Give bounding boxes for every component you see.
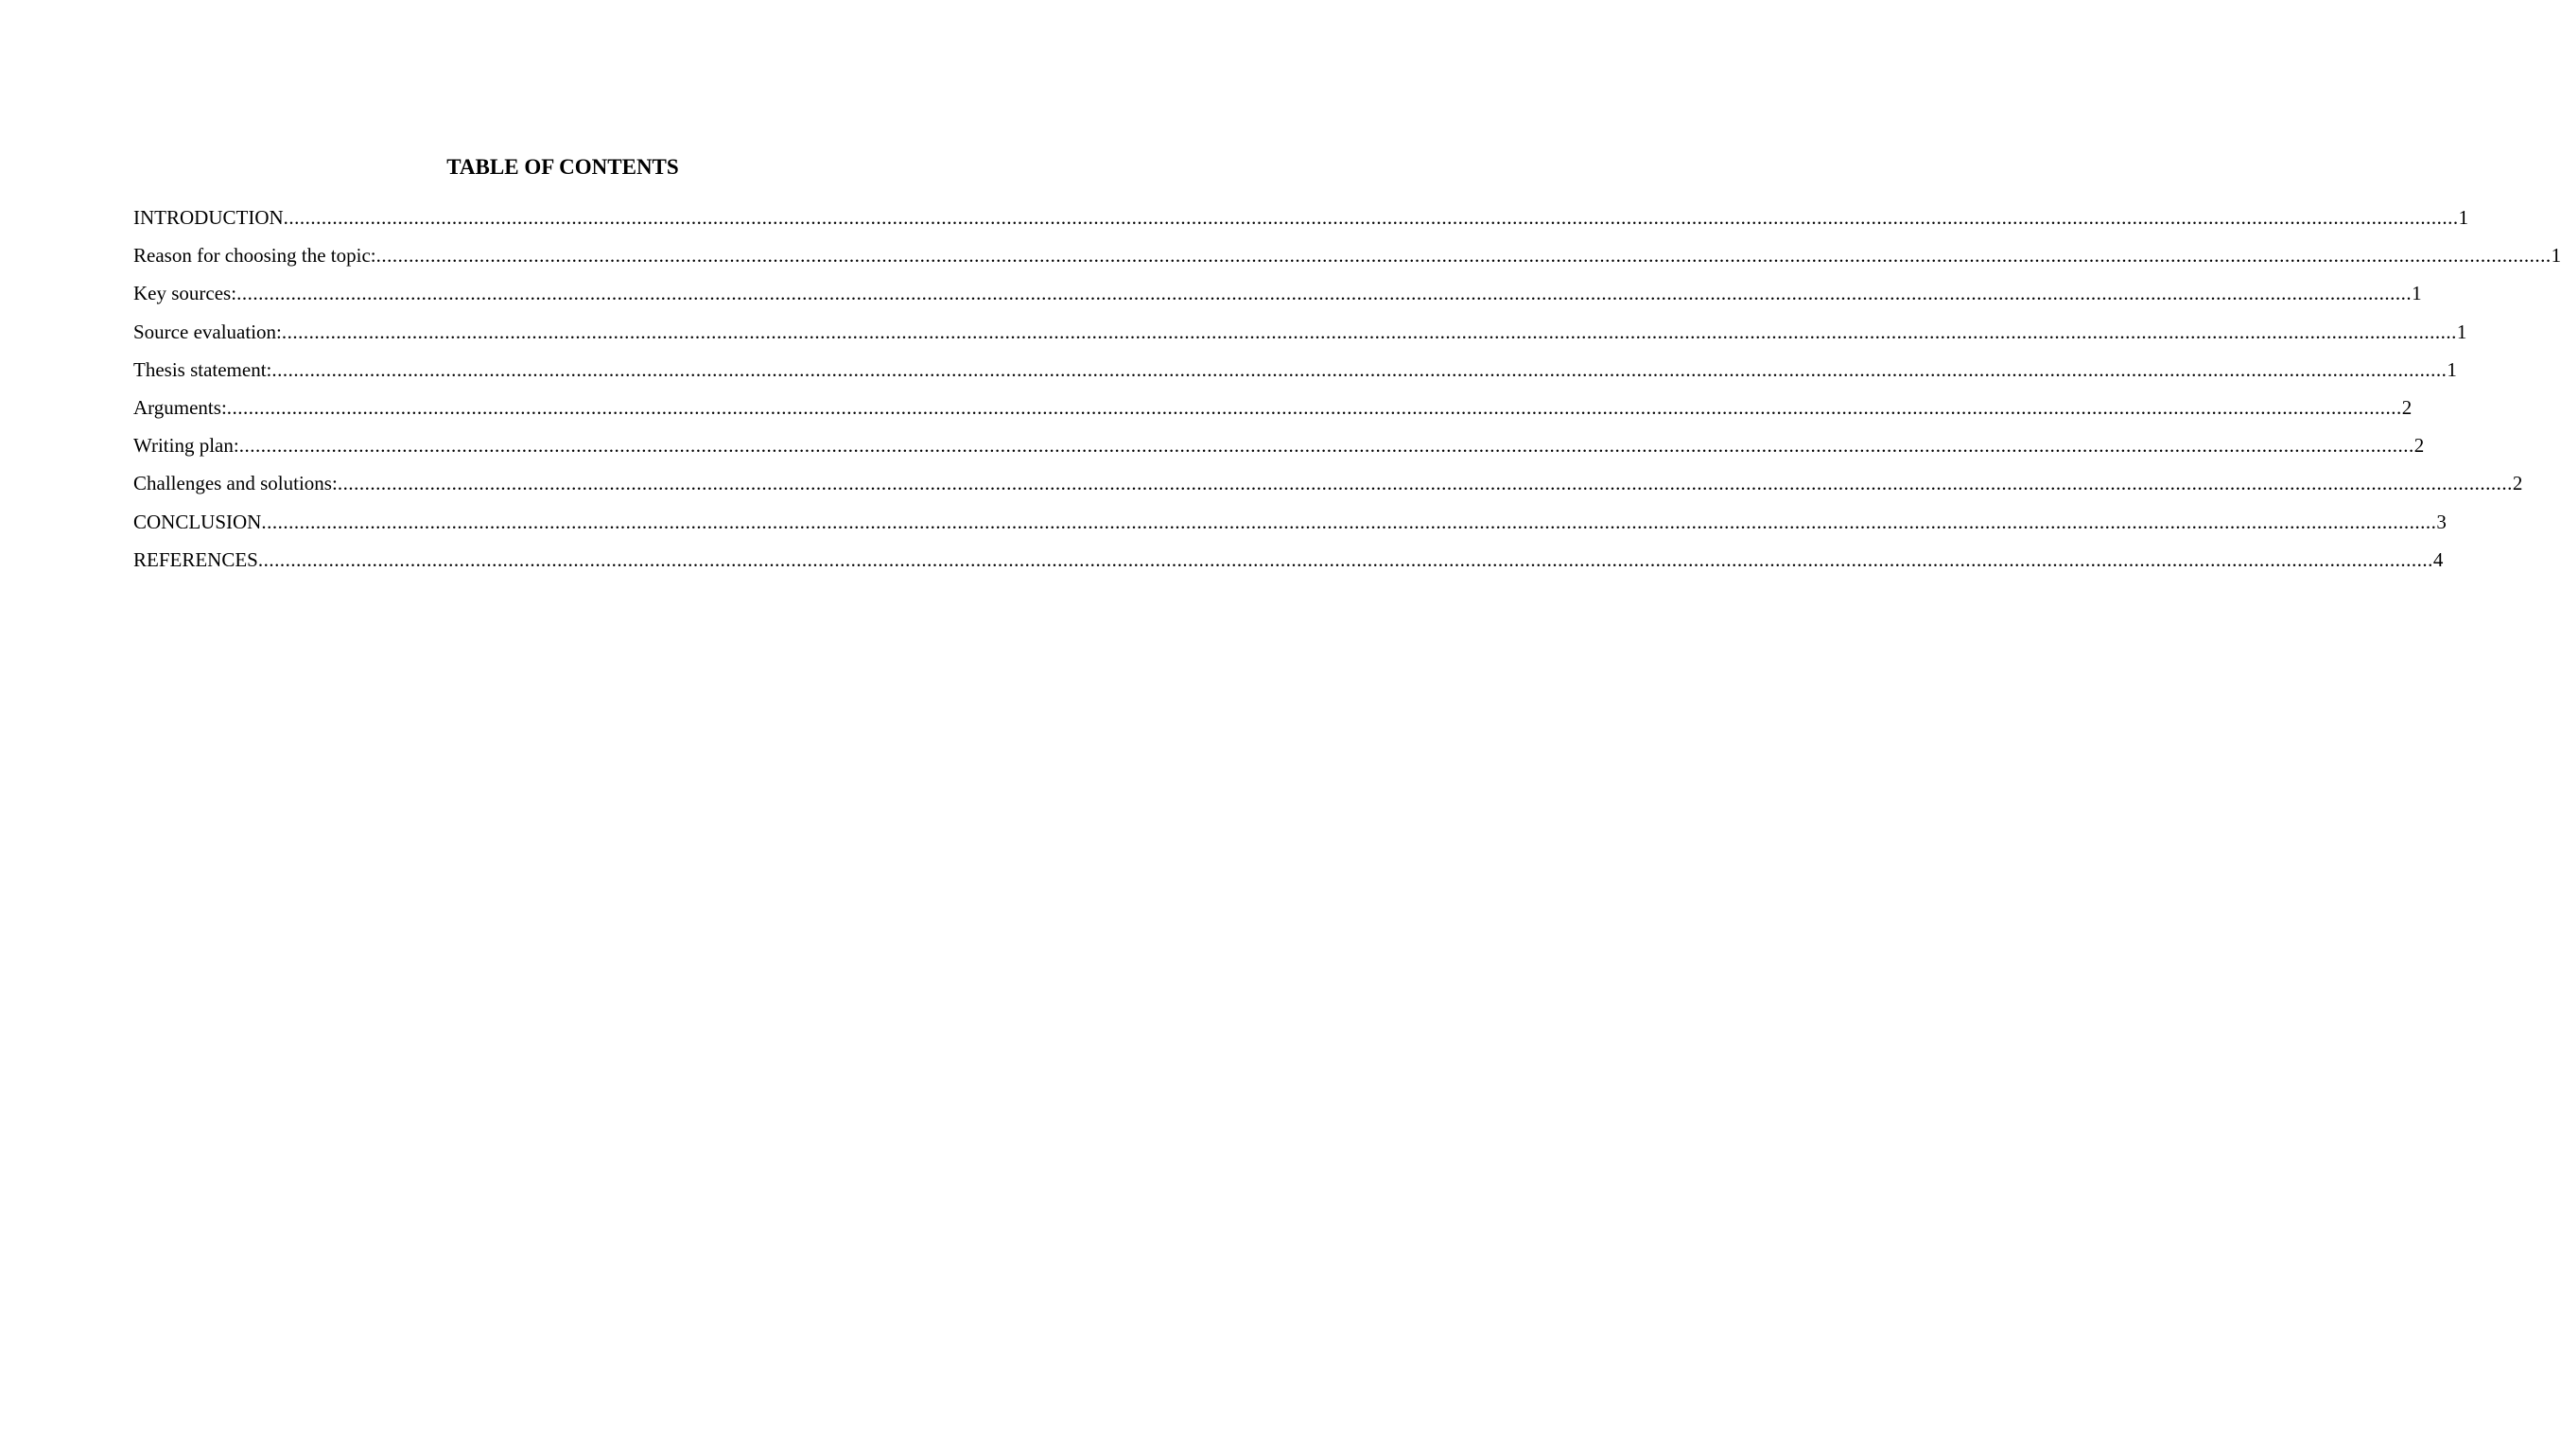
toc-entry-text: Key sources: (133, 282, 237, 305)
toc-page-number: 4 (2432, 547, 2444, 571)
toc-entry-key-sources[interactable] (133, 280, 2422, 318)
toc-entry-source-evaluation[interactable] (133, 319, 2467, 356)
toc-entry-text: Arguments: (133, 395, 227, 419)
toc-dot-leader: ................................................................................................................................................................................................................................................................................................................................................................................................................ (283, 206, 2459, 229)
toc-entry-text: Reason for choosing the topic: (133, 244, 376, 268)
toc-page-number: 1 (2551, 244, 2561, 268)
toc-entry-references[interactable] (133, 546, 2444, 584)
toc-list (133, 204, 2561, 584)
toc-entry-conclusion[interactable] (133, 509, 2447, 546)
toc-dot-leader: ................................................................................................................................................................................................................................................................................................................................................................................................................ (375, 244, 2552, 268)
toc-entry-challenges-and-solutions[interactable] (133, 470, 2523, 508)
toc-entry-writing-plan[interactable] (133, 432, 2425, 470)
toc-page-number: 3 (2436, 510, 2447, 533)
toc-page-number: 1 (2458, 206, 2469, 229)
toc-dot-leader: ................................................................................................................................................................................................................................................................................................................................................................................................................ (271, 357, 2448, 381)
toc-entry-thesis-statement[interactable] (133, 356, 2457, 394)
toc-dot-leader: ................................................................................................................................................................................................................................................................................................................................................................................................................ (226, 395, 2402, 419)
toc-entry-text: REFERENCES (133, 547, 258, 571)
toc-entry-text: Challenges and solutions: (133, 472, 338, 495)
toc-page-number: 1 (2456, 320, 2467, 343)
toc-dot-leader: ................................................................................................................................................................................................................................................................................................................................................................................................................ (261, 510, 2437, 533)
toc-entry-text: CONCLUSION (133, 510, 262, 533)
toc-entry-text: Source evaluation: (133, 320, 282, 343)
toc-dot-leader: ................................................................................................................................................................................................................................................................................................................................................................................................................ (257, 547, 2433, 571)
toc-entry-text: Thesis statement: (133, 357, 272, 381)
toc-entry-arguments[interactable] (133, 394, 2413, 432)
toc-dot-leader: ................................................................................................................................................................................................................................................................................................................................................................................................................ (236, 282, 2413, 305)
toc-dot-leader: ................................................................................................................................................................................................................................................................................................................................................................................................................ (281, 320, 2457, 343)
toc-page-number: 2 (2401, 395, 2413, 419)
toc-entry-introduction[interactable] (133, 204, 2469, 242)
toc-dot-leader: ................................................................................................................................................................................................................................................................................................................................................................................................................ (337, 472, 2513, 495)
toc-page-number: 2 (2413, 434, 2425, 458)
toc-page-number: 1 (2412, 282, 2422, 305)
toc-page-number: 1 (2447, 357, 2457, 381)
toc-page-number: 2 (2512, 472, 2523, 495)
toc-heading: TABLE OF CONTENTS (446, 155, 679, 179)
toc-dot-leader: ................................................................................................................................................................................................................................................................................................................................................................................................................ (238, 434, 2414, 458)
toc-entry-text: Writing plan: (133, 434, 239, 458)
toc-entry-reason-for-choosing-topic[interactable] (133, 242, 2561, 280)
toc-entry-text: INTRODUCTION (133, 206, 284, 229)
